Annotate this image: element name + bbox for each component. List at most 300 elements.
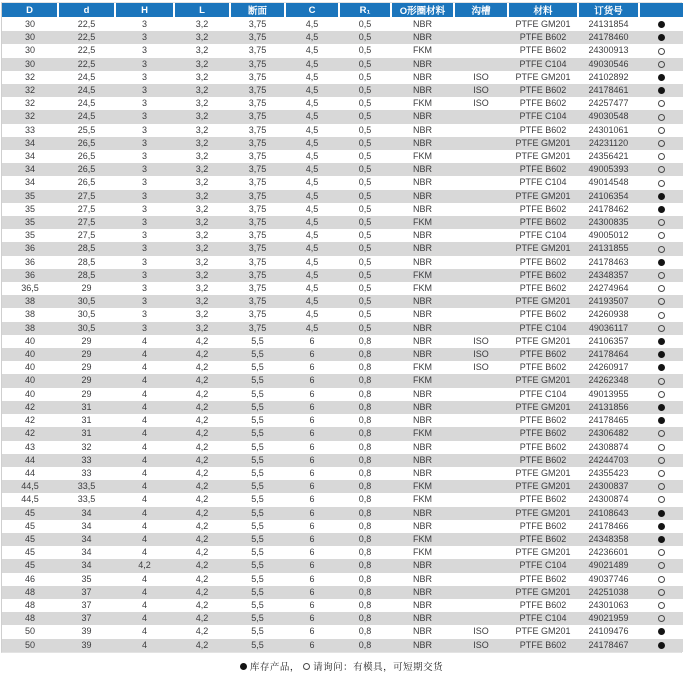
cell-R1: 0,8 (358, 573, 372, 584)
table-row (2, 348, 683, 361)
availability-cell (639, 599, 683, 612)
cell-L: 4,2 (195, 375, 209, 386)
cell-oring-material: NBR (412, 164, 432, 175)
stock-filled-icon (658, 206, 665, 213)
cell-material: PTFE B602 (519, 533, 567, 544)
cell-R1: 0,5 (358, 203, 372, 214)
cell-H: 3 (141, 309, 147, 320)
cell-material: PTFE GM201 (515, 296, 571, 307)
cell-L: 4,2 (195, 481, 209, 492)
cell-C: 6 (309, 586, 315, 597)
cell-order-number: 24193507 (588, 296, 629, 307)
cell-R1: 0,8 (358, 599, 372, 610)
cell-D: 32 (24, 71, 35, 82)
table-row (2, 295, 683, 308)
cell-d: 26,5 (77, 164, 96, 175)
cell-C: 6 (309, 626, 315, 637)
cell-order-number: 24231120 (588, 137, 629, 148)
cell-duanmian: 5,5 (251, 428, 264, 439)
availability-cell (639, 163, 683, 176)
availability-cell (639, 97, 683, 110)
inquiry-hollow-icon (658, 166, 665, 173)
inquiry-hollow-icon (658, 576, 665, 583)
inquiry-hollow-icon (658, 430, 665, 437)
inquiry-hollow-icon (658, 272, 665, 279)
cell-R1: 0,8 (358, 494, 372, 505)
cell-order-number: 49037746 (588, 573, 629, 584)
table-row (2, 441, 683, 454)
cell-R1: 0,5 (358, 243, 372, 254)
cell-groove (454, 256, 508, 269)
cell-H: 3 (141, 85, 147, 96)
cell-D: 40 (24, 388, 35, 399)
cell-duanmian: 5,5 (251, 613, 264, 624)
cell-groove (454, 163, 508, 176)
cell-R1: 0,8 (358, 481, 372, 492)
cell-groove: ISO (473, 349, 489, 360)
cell-material: PTFE B602 (519, 256, 567, 267)
cell-order-number: 24178465 (588, 415, 629, 426)
cell-D: 50 (24, 626, 35, 637)
cell-H: 4 (141, 335, 147, 346)
cell-L: 4,2 (195, 533, 209, 544)
cell-H: 3 (141, 269, 147, 280)
table-row (2, 71, 683, 84)
cell-oring-material: NBR (412, 454, 432, 465)
cell-D: 32 (24, 111, 35, 122)
cell-L: 3,2 (195, 32, 209, 43)
cell-H: 4 (141, 573, 147, 584)
inquiry-hollow-icon (658, 114, 665, 121)
availability-cell (639, 282, 683, 295)
cell-D: 48 (24, 599, 35, 610)
cell-oring-material: NBR (412, 58, 432, 69)
cell-duanmian: 5,5 (251, 467, 264, 478)
cell-L: 3,2 (195, 256, 209, 267)
cell-C: 6 (309, 547, 315, 558)
stock-filled-icon (240, 663, 247, 670)
cell-groove (454, 612, 508, 625)
table-row (2, 242, 683, 255)
cell-R1: 0,5 (358, 19, 372, 29)
cell-D: 40 (24, 349, 35, 360)
cell-H: 3 (141, 217, 147, 228)
cell-order-number: 24178462 (588, 203, 629, 214)
cell-order-number: 24251038 (588, 586, 629, 597)
availability-cell (639, 507, 683, 520)
cell-duanmian: 5,5 (251, 388, 264, 399)
cell-duanmian: 3,75 (248, 177, 267, 188)
cell-R1: 0,8 (358, 626, 372, 637)
cell-order-number: 49014548 (588, 177, 629, 188)
cell-C: 6 (309, 599, 315, 610)
cell-material: PTFE B602 (519, 415, 567, 426)
cell-C: 6 (309, 467, 315, 478)
cell-material: PTFE GM201 (515, 481, 571, 492)
cell-material: PTFE B602 (519, 454, 567, 465)
availability-cell (639, 546, 683, 559)
cell-duanmian: 3,75 (248, 203, 267, 214)
cell-groove (454, 295, 508, 308)
cell-oring-material: NBR (412, 124, 432, 135)
cell-C: 6 (309, 401, 315, 412)
cell-D: 45 (24, 520, 35, 531)
stock-filled-icon (658, 417, 665, 424)
cell-d: 27,5 (77, 190, 96, 201)
cell-order-number: 24260938 (588, 309, 629, 320)
cell-duanmian: 5,5 (251, 547, 264, 558)
cell-groove (454, 282, 508, 295)
cell-duanmian: 3,75 (248, 58, 267, 69)
cell-groove (454, 44, 508, 57)
cell-material: PTFE B602 (519, 45, 567, 56)
cell-order-number: 24262348 (588, 375, 629, 386)
cell-groove (454, 203, 508, 216)
cell-material: PTFE B602 (519, 269, 567, 280)
inquiry-hollow-icon (658, 153, 665, 160)
cell-d: 33,5 (77, 494, 96, 505)
cell-groove (454, 401, 508, 414)
table-row (2, 163, 683, 176)
cell-oring-material: NBR (412, 111, 432, 122)
cell-L: 4,2 (195, 335, 209, 346)
table-row (2, 335, 683, 348)
cell-order-number: 49005393 (588, 164, 629, 175)
availability-cell (639, 137, 683, 150)
cell-L: 3,2 (195, 269, 209, 280)
cell-duanmian: 3,75 (248, 137, 267, 148)
cell-duanmian: 5,5 (251, 375, 264, 386)
cell-H: 4 (141, 626, 147, 637)
cell-H: 4 (141, 639, 147, 650)
cell-oring-material: NBR (412, 349, 432, 360)
cell-L: 4,2 (195, 349, 209, 360)
cell-duanmian: 5,5 (251, 362, 264, 373)
cell-C: 4,5 (305, 203, 319, 214)
table-row (2, 176, 683, 189)
cell-L: 4,2 (195, 454, 209, 465)
cell-D: 46 (24, 573, 35, 584)
availability-cell (639, 348, 683, 361)
table-row (2, 110, 683, 123)
cell-R1: 0,8 (358, 639, 372, 650)
table-row (2, 216, 683, 229)
cell-C: 4,5 (305, 124, 319, 135)
cell-C: 6 (309, 375, 315, 386)
cell-groove (454, 374, 508, 387)
cell-oring-material: NBR (412, 309, 432, 320)
cell-material: PTFE B602 (519, 32, 567, 43)
cell-material: PTFE GM201 (515, 401, 571, 412)
cell-d: 22,5 (77, 32, 96, 43)
cell-material: PTFE GM201 (515, 137, 571, 148)
table-row (2, 507, 683, 520)
cell-groove (454, 18, 508, 32)
table-row (2, 150, 683, 163)
cell-L: 3,2 (195, 98, 209, 109)
cell-C: 4,5 (305, 164, 319, 175)
cell-D: 34 (24, 151, 35, 162)
cell-order-number: 24178466 (588, 520, 629, 531)
cell-oring-material: NBR (412, 586, 432, 597)
cell-L: 3,2 (195, 111, 209, 122)
cell-D: 42 (24, 415, 35, 426)
column-header-duanmian: 断面 (230, 3, 285, 18)
cell-L: 4,2 (195, 547, 209, 558)
cell-R1: 0,8 (358, 388, 372, 399)
availability-cell (639, 414, 683, 427)
cell-oring-material: FKM (413, 481, 432, 492)
cell-D: 45 (24, 547, 35, 558)
cell-L: 3,2 (195, 58, 209, 69)
cell-C: 6 (309, 573, 315, 584)
cell-material: PTFE C104 (519, 613, 567, 624)
cell-groove: ISO (473, 335, 489, 346)
inquiry-hollow-icon (658, 470, 665, 477)
cell-R1: 0,8 (358, 335, 372, 346)
cell-material: PTFE B602 (519, 164, 567, 175)
stock-filled-icon (658, 642, 665, 649)
cell-groove (454, 190, 508, 203)
cell-duanmian: 5,5 (251, 454, 264, 465)
cell-L: 3,2 (195, 177, 209, 188)
cell-D: 48 (24, 613, 35, 624)
cell-duanmian: 5,5 (251, 599, 264, 610)
cell-C: 6 (309, 613, 315, 624)
cell-groove (454, 559, 508, 572)
cell-H: 4 (141, 415, 147, 426)
cell-D: 48 (24, 586, 35, 597)
cell-C: 6 (309, 639, 315, 650)
stock-filled-icon (658, 510, 665, 517)
cell-oring-material: NBR (412, 137, 432, 148)
cell-order-number: 24178464 (588, 349, 629, 360)
cell-oring-material: NBR (412, 296, 432, 307)
availability-cell (639, 190, 683, 203)
cell-L: 3,2 (195, 283, 209, 294)
table-row (2, 361, 683, 374)
table-row (2, 388, 683, 401)
product-spec-table (2, 3, 683, 652)
table-row (2, 533, 683, 546)
cell-material: PTFE GM201 (515, 547, 571, 558)
cell-C: 4,5 (305, 32, 319, 43)
cell-order-number: 49036117 (588, 322, 629, 333)
cell-D: 40 (24, 375, 35, 386)
cell-groove (454, 507, 508, 520)
cell-material: PTFE B602 (519, 124, 567, 135)
cell-material: PTFE B602 (519, 520, 567, 531)
cell-L: 4,2 (195, 573, 209, 584)
column-header-R1: R₁ (339, 3, 391, 18)
cell-L: 4,2 (195, 362, 209, 373)
cell-R1: 0,8 (358, 415, 372, 426)
cell-D: 44 (24, 467, 35, 478)
cell-R1: 0,8 (358, 454, 372, 465)
cell-D: 45 (24, 560, 35, 571)
cell-C: 4,5 (305, 230, 319, 241)
cell-D: 45 (24, 507, 35, 518)
availability-cell (639, 559, 683, 572)
cell-groove (454, 480, 508, 493)
table-row (2, 256, 683, 269)
cell-d: 29 (81, 283, 92, 294)
cell-d: 29 (81, 349, 92, 360)
column-header-material: 材料 (508, 3, 578, 18)
cell-R1: 0,8 (358, 467, 372, 478)
cell-H: 3 (141, 230, 147, 241)
availability-cell (639, 480, 683, 493)
cell-C: 4,5 (305, 283, 319, 294)
cell-C: 4,5 (305, 269, 319, 280)
cell-material: PTFE B602 (519, 599, 567, 610)
cell-material: PTFE GM201 (515, 243, 571, 254)
cell-oring-material: NBR (412, 71, 432, 82)
availability-cell (639, 335, 683, 348)
cell-d: 26,5 (77, 151, 96, 162)
cell-H: 3 (141, 19, 147, 29)
cell-d: 24,5 (77, 98, 96, 109)
cell-R1: 0,8 (358, 586, 372, 597)
cell-groove (454, 322, 508, 335)
cell-d: 31 (81, 428, 92, 439)
cell-R1: 0,5 (358, 309, 372, 320)
cell-D: 35 (24, 190, 35, 201)
availability-cell (639, 612, 683, 625)
cell-L: 3,2 (195, 322, 209, 333)
cell-C: 4,5 (305, 111, 319, 122)
availability-cell (639, 573, 683, 586)
inquiry-hollow-icon (658, 483, 665, 490)
cell-H: 4 (141, 494, 147, 505)
stock-filled-icon (658, 21, 665, 28)
cell-oring-material: NBR (412, 560, 432, 571)
cell-groove: ISO (473, 639, 489, 650)
cell-order-number: 24108643 (588, 507, 629, 518)
cell-groove (454, 150, 508, 163)
cell-C: 4,5 (305, 58, 319, 69)
cell-d: 24,5 (77, 71, 96, 82)
cell-oring-material: NBR (412, 335, 432, 346)
cell-groove (454, 533, 508, 546)
cell-d: 25,5 (77, 124, 96, 135)
cell-groove (454, 269, 508, 282)
cell-D: 50 (24, 639, 35, 650)
cell-oring-material: FKM (413, 217, 432, 228)
cell-D: 36,5 (21, 283, 39, 294)
availability-cell (639, 44, 683, 57)
cell-d: 30,5 (77, 296, 96, 307)
column-header-L: L (174, 3, 230, 18)
cell-H: 3 (141, 58, 147, 69)
stock-filled-icon (658, 364, 665, 371)
cell-d: 29 (81, 375, 92, 386)
cell-d: 32 (81, 441, 92, 452)
cell-oring-material: FKM (413, 428, 432, 439)
cell-oring-material: NBR (412, 639, 432, 650)
cell-H: 3 (141, 151, 147, 162)
cell-oring-material: NBR (412, 507, 432, 518)
cell-d: 26,5 (77, 177, 96, 188)
cell-duanmian: 3,75 (248, 85, 267, 96)
cell-d: 26,5 (77, 137, 96, 148)
cell-C: 4,5 (305, 296, 319, 307)
cell-d: 27,5 (77, 203, 96, 214)
cell-H: 3 (141, 111, 147, 122)
cell-material: PTFE C104 (519, 111, 567, 122)
cell-R1: 0,5 (358, 269, 372, 280)
cell-order-number: 24178463 (588, 256, 629, 267)
cell-order-number: 24301063 (588, 599, 629, 610)
inquiry-hollow-icon (658, 127, 665, 134)
cell-C: 6 (309, 335, 315, 346)
cell-L: 4,2 (195, 388, 209, 399)
cell-oring-material: NBR (412, 203, 432, 214)
cell-oring-material: NBR (412, 322, 432, 333)
cell-duanmian: 3,75 (248, 190, 267, 201)
cell-C: 4,5 (305, 71, 319, 82)
availability-cell (639, 203, 683, 216)
column-header-C: C (285, 3, 339, 18)
cell-H: 4 (141, 441, 147, 452)
table-header-row (2, 3, 683, 18)
cell-order-number: 24355423 (588, 467, 629, 478)
cell-material: PTFE B602 (519, 494, 567, 505)
cell-material: PTFE GM201 (515, 19, 571, 29)
cell-groove (454, 599, 508, 612)
table-row (2, 269, 683, 282)
cell-H: 3 (141, 45, 147, 56)
cell-L: 4,2 (195, 599, 209, 610)
cell-groove (454, 546, 508, 559)
cell-groove (454, 308, 508, 321)
table-row (2, 625, 683, 638)
cell-order-number: 24260917 (588, 362, 629, 373)
cell-H: 4 (141, 454, 147, 465)
availability-cell (639, 493, 683, 506)
inquiry-hollow-icon (658, 246, 665, 253)
table-row (2, 97, 683, 110)
cell-d: 31 (81, 415, 92, 426)
cell-duanmian: 5,5 (251, 401, 264, 412)
availability-cell (639, 84, 683, 97)
cell-order-number: 24131854 (588, 19, 629, 29)
table-row (2, 639, 683, 652)
cell-R1: 0,5 (358, 58, 372, 69)
cell-L: 4,2 (195, 586, 209, 597)
cell-material: PTFE B602 (519, 639, 567, 650)
cell-H: 4 (141, 375, 147, 386)
cell-order-number: 49030548 (588, 111, 629, 122)
cell-H: 3 (141, 256, 147, 267)
availability-cell (639, 110, 683, 123)
cell-d: 37 (81, 599, 92, 610)
cell-material: PTFE C104 (519, 322, 567, 333)
cell-H: 3 (141, 124, 147, 135)
cell-H: 4 (141, 586, 147, 597)
cell-R1: 0,5 (358, 256, 372, 267)
cell-D: 42 (24, 428, 35, 439)
cell-C: 4,5 (305, 322, 319, 333)
cell-material: PTFE B602 (519, 217, 567, 228)
table-row (2, 137, 683, 150)
cell-L: 3,2 (195, 85, 209, 96)
availability-cell (639, 295, 683, 308)
cell-H: 4 (141, 520, 147, 531)
cell-D: 38 (24, 322, 35, 333)
cell-order-number: 49013955 (588, 388, 629, 399)
cell-oring-material: NBR (412, 599, 432, 610)
